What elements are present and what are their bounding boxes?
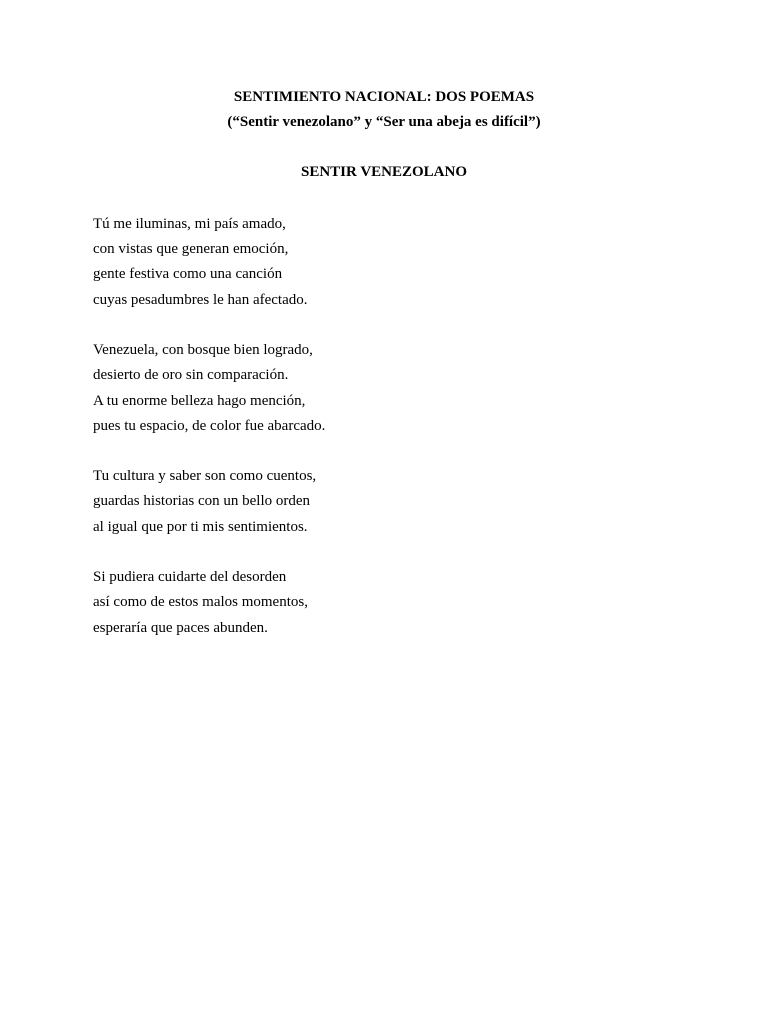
poem-line: pues tu espacio, de color fue abarcado. xyxy=(93,417,326,434)
poem-body xyxy=(93,212,693,666)
poem-line: Venezuela, con bosque bien logrado, xyxy=(93,342,313,359)
poem-line: desierto de oro sin comparación. xyxy=(93,367,289,384)
poem-line: así como de estos malos momentos, xyxy=(93,594,308,611)
stanza-4 xyxy=(93,565,693,641)
poem-line: gente festiva como una canción xyxy=(93,266,283,283)
stanza-1 xyxy=(93,212,693,313)
poem-line: al igual que por ti mis sentimientos. xyxy=(93,518,308,535)
poem-line: Tú me iluminas, mi país amado, xyxy=(93,216,286,232)
poem-title: SENTIR VENEZOLANO xyxy=(300,164,468,180)
poem-line: Tu cultura y saber son como cuentos, xyxy=(93,468,317,485)
poem-line: guardas historias con un bello orden xyxy=(93,493,311,510)
poem-line: con vistas que generan emoción, xyxy=(93,241,289,258)
poem-line: cuyas pesadumbres le han afectado. xyxy=(93,291,308,308)
poem-line: A tu enorme belleza hago mención, xyxy=(93,392,306,409)
stanza-2 xyxy=(93,338,693,439)
poem-line: esperaría que paces abunden. xyxy=(93,619,268,636)
stanza-3 xyxy=(93,464,693,540)
document-title: SENTIMIENTO NACIONAL: DOS POEMAS xyxy=(233,89,535,105)
document-subtitle: (“Sentir venezolano” y “Ser una abeja es difícil”) xyxy=(227,114,541,130)
poem-line: Si pudiera cuidarte del desorden xyxy=(93,569,287,586)
